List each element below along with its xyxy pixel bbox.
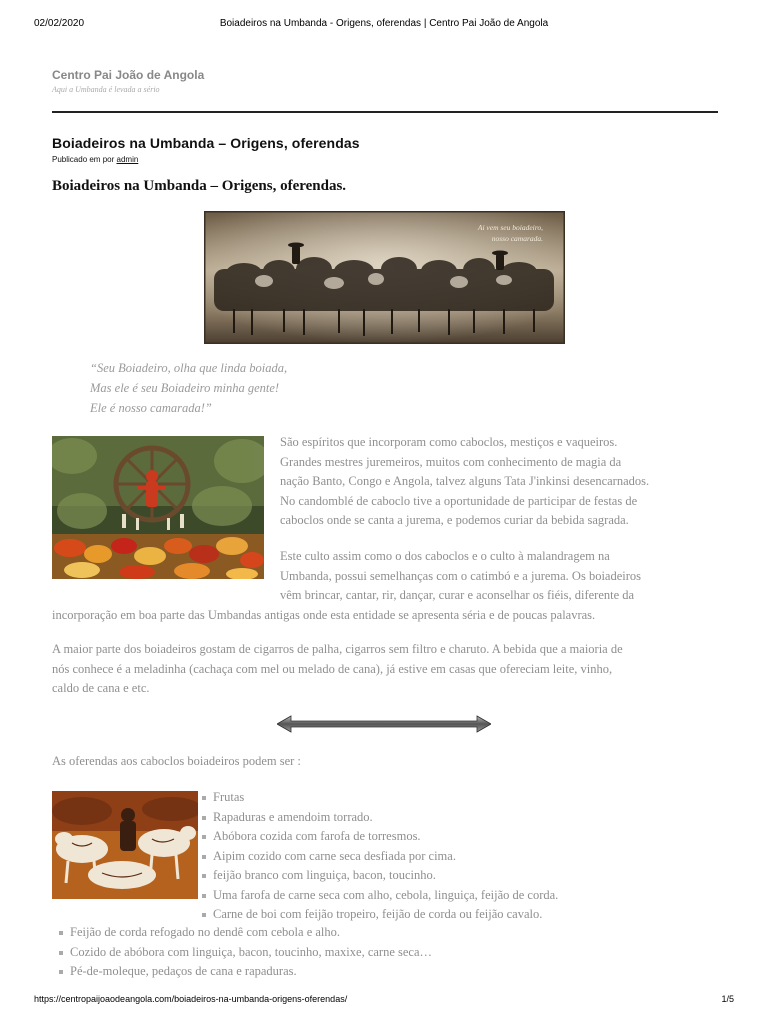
paragraph-line: nós conhece é a meladinha (cachaça com mel ou melado de cana), já estive em casas que ofereciam leite, vinho, [52, 661, 613, 676]
list-item: Uma farofa de carne seca com alho, cebola, linguiça, feijão de corda. [200, 886, 558, 906]
paragraph-line: São espíritos que incorporam como caboclos, mestiços e vaqueiros. [280, 435, 618, 449]
site-title-link[interactable]: Centro Pai João de Angola [52, 68, 205, 82]
list-item: Frutas [200, 788, 558, 808]
author-link[interactable]: admin [116, 155, 139, 164]
paragraph-line: caboclos onde se canta a jurema, e podemos curiar da bebida sagrada. [280, 513, 629, 527]
paragraph-line: Este culto assim como o dos caboclos e o culto à malandragem na [280, 549, 610, 563]
print-page-number: 1/5 [721, 994, 734, 1004]
hero-caption [478, 222, 543, 244]
post-heading: Boiadeiros na Umbanda – Origens, oferendas. [52, 178, 347, 194]
byline-prefix: Publicado em por [52, 155, 115, 164]
paragraph-line: vêm brincar, cantar, rir, dançar, curar e aconselhar os fiéis, diferente da [280, 588, 635, 602]
paragraph-line: Grandes mestres juremeiros, muitos com conhecimento de magia da [280, 454, 622, 469]
hero-caption-line: Ai vem seu boiadeiro, [477, 223, 543, 232]
painting-illustration [52, 791, 198, 899]
hero-image-cattle-drive [204, 211, 565, 344]
print-url: https://centropaijoaodeangola.com/boiadeiros-na-umbanda-origens-oferendas/ [34, 994, 348, 1004]
site-header [52, 68, 204, 94]
song-quote [90, 358, 287, 418]
boiadeiro-painting-image [52, 791, 198, 899]
list-item: Rapaduras e amendoim torrado. [200, 808, 558, 828]
paragraph-line: No candomblé de caboclo tive a oportunidade de participar de festas de [280, 493, 638, 508]
list-item: Pé-de-moleque, pedaços de cana e rapaduras. [57, 962, 432, 982]
paragraph-cult [52, 547, 720, 625]
offerings-list [200, 788, 558, 925]
post-byline [52, 155, 138, 164]
site-tagline: Aqui a Umbanda é levada a sério [52, 85, 160, 94]
offerings-list-continued [57, 923, 432, 982]
list-item: Carne de boi com feijão tropeiro, feijão de corda ou feijão cavalo. [200, 905, 558, 925]
paragraph-line: caldo de cana e etc. [52, 681, 150, 695]
paragraph-line: Umbanda, possui semelhanças com o catimbó e a jurema. Os boiadeiros [280, 568, 642, 583]
paragraph-spirits [280, 433, 720, 531]
print-document-title: Boiadeiros na Umbanda - Origens, oferendas | Centro Pai João de Angola [219, 18, 549, 29]
quote-line: Ele é nosso camarada!” [90, 401, 212, 415]
list-item: Cozido de abóbora com linguiça, bacon, toucinho, maxixe, carne seca… [57, 943, 432, 963]
quote-line: “Seu Boiadeiro, olha que linda boiada, [90, 361, 288, 375]
quote-line: Mas ele é seu Boiadeiro minha gente! [90, 381, 280, 395]
list-item: Feijão de corda refogado no dendê com cebola e alho. [57, 923, 432, 943]
double-arrow-divider-icon [277, 715, 491, 733]
offerings-intro: As oferendas aos caboclos boiadeiros podem ser : [52, 754, 301, 768]
list-item: feijão branco com linguiça, bacon, toucinho. [200, 866, 558, 886]
header-divider [52, 111, 718, 113]
paragraph-line: incorporação em boa parte das Umbandas antigas onde esta entidade se apresenta séria e de poucas palavras. [52, 607, 596, 622]
paragraph-preferences [52, 640, 722, 699]
post-title: Boiadeiros na Umbanda – Origens, oferendas [52, 135, 360, 151]
print-footer [34, 994, 734, 1008]
paragraph-line: nação Banto, Congo e Angola, talvez alguns Tata J'inkinsi desencarnados. [280, 474, 650, 488]
list-item: Abóbora cozida com farofa de torresmos. [200, 827, 558, 847]
paragraph-line: A maior parte dos boiadeiros gostam de cigarros de palha, cigarros sem filtro e charuto. A bebida que a maioria de [52, 642, 623, 656]
print-date: 02/02/2020 [34, 18, 85, 29]
list-item: Aipim cozido com carne seca desfiada por cima. [200, 847, 558, 867]
hero-caption-line: nosso camarada. [491, 234, 543, 243]
print-header [34, 18, 734, 32]
